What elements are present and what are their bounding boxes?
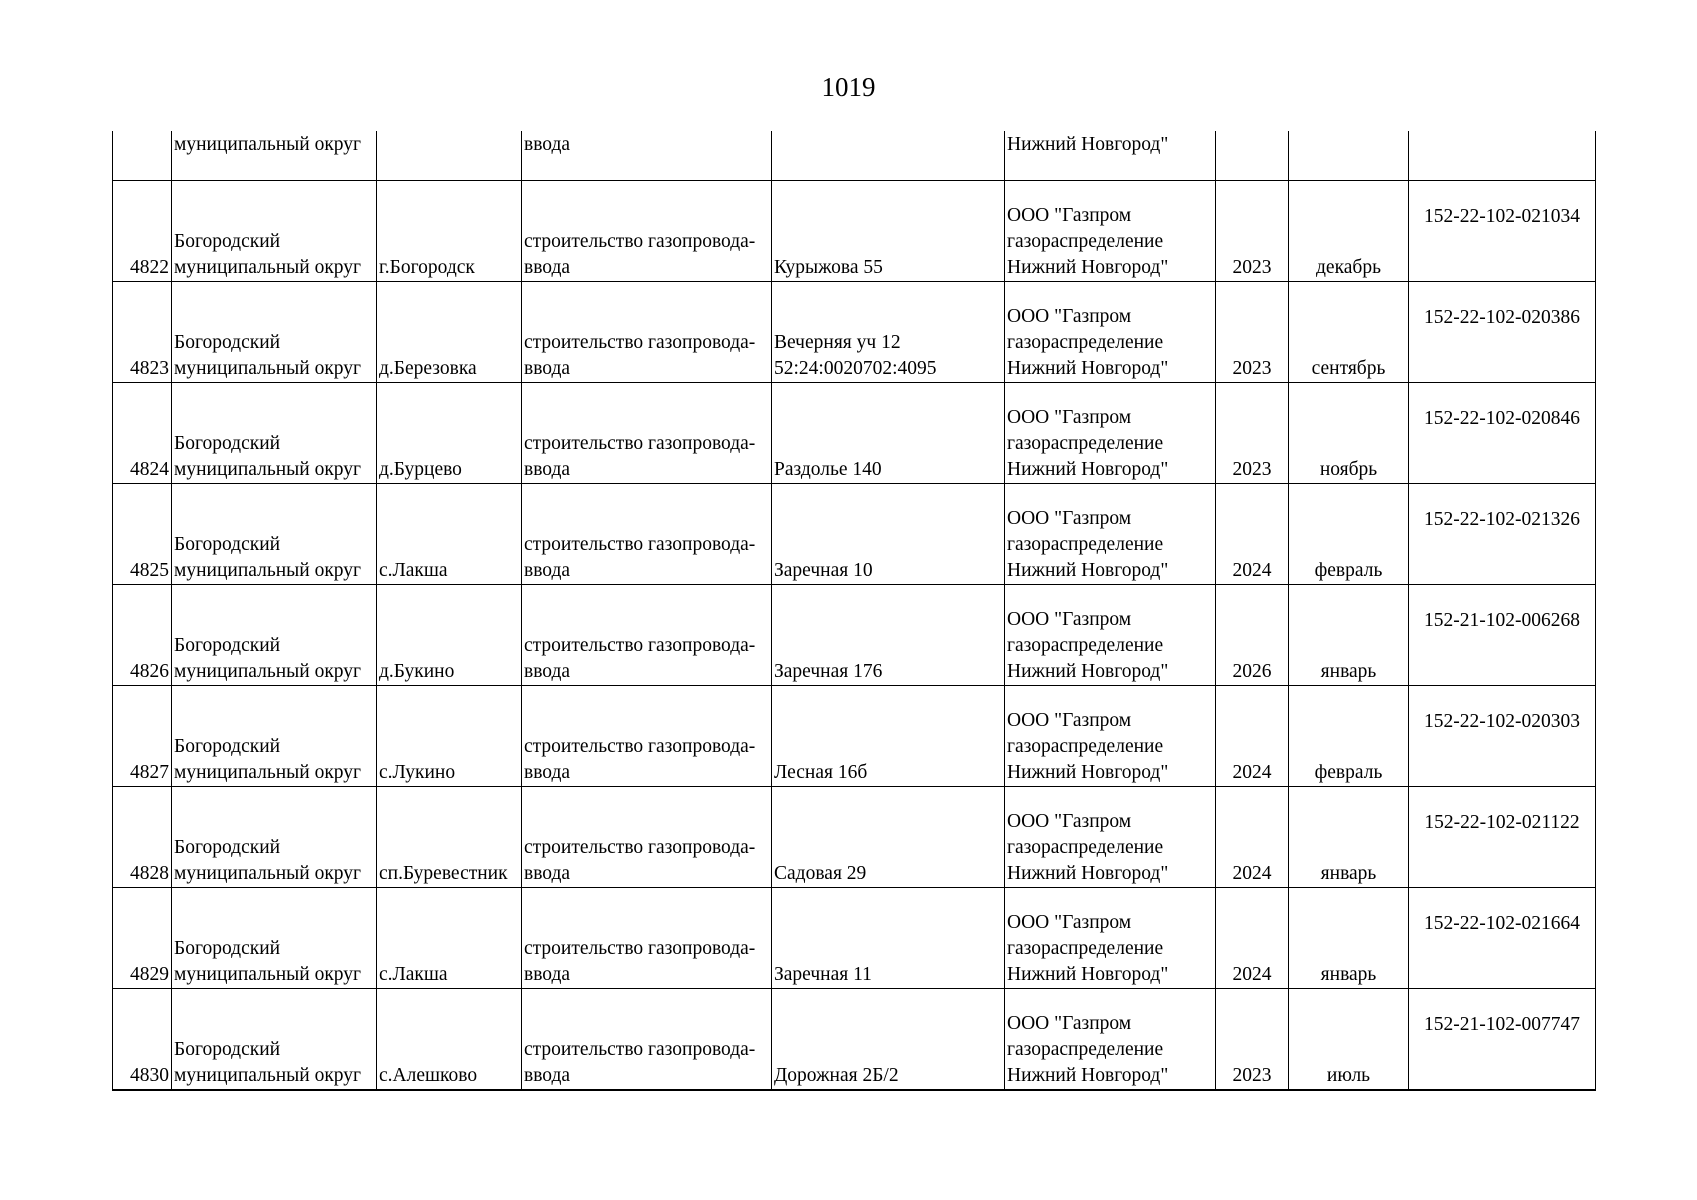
work-line: строительство газопровода- (524, 837, 756, 858)
cell-year: 2023 (1216, 181, 1289, 282)
municipality-line: Богородский (174, 736, 281, 757)
municipality-line: муниципальный округ (174, 661, 362, 682)
operator-line: ООО "Газпром (1007, 306, 1132, 327)
municipality-line: Богородский (174, 231, 281, 252)
cell-work (522, 282, 772, 383)
cell-address (772, 787, 1005, 888)
cell-operator (1005, 282, 1216, 383)
cell-year: 2024 (1216, 686, 1289, 787)
table-row (113, 686, 1596, 787)
cell-locality: с.Алешково (377, 989, 522, 1091)
work-line: ввода (524, 762, 571, 783)
cell-work (522, 383, 772, 484)
operator-line: газораспределение (1007, 1039, 1164, 1060)
cell-work: ввода (522, 131, 772, 181)
cell-year (1216, 131, 1289, 181)
table-row (113, 181, 1596, 282)
cell-work (522, 484, 772, 585)
municipality-line: Богородский (174, 938, 281, 959)
address-line: Дорожная 2Б/2 (774, 1065, 899, 1086)
cell-month: январь (1289, 585, 1409, 686)
cell-num: 4824 (113, 383, 172, 484)
address-line: Заречная 10 (774, 560, 873, 581)
operator-line: ООО "Газпром (1007, 710, 1132, 731)
municipality-line: Богородский (174, 332, 281, 353)
cell-operator (1005, 181, 1216, 282)
gasification-table (112, 131, 1596, 1091)
operator-line: Нижний Новгород" (1007, 257, 1169, 278)
work-line: строительство газопровода- (524, 332, 756, 353)
work-line: ввода (524, 358, 571, 379)
table-row (113, 282, 1596, 383)
cell-municipality (172, 585, 377, 686)
work-line: ввода (524, 459, 571, 480)
cell-municipality: муниципальный округ (172, 131, 377, 181)
operator-line: ООО "Газпром (1007, 205, 1132, 226)
cell-code (1409, 686, 1596, 787)
cell-locality: д.Березовка (377, 282, 522, 383)
cell-num: 4830 (113, 989, 172, 1091)
cell-code (1409, 131, 1596, 181)
work-line: строительство газопровода- (524, 635, 756, 656)
cell-work (522, 686, 772, 787)
table-row (113, 585, 1596, 686)
cell-address (772, 383, 1005, 484)
address-line: Заречная 176 (774, 661, 883, 682)
cell-num (113, 131, 172, 181)
table-row (113, 888, 1596, 989)
operator-line: ООО "Газпром (1007, 508, 1132, 529)
cell-municipality (172, 282, 377, 383)
code-value: 152-22-102-020386 (1424, 307, 1580, 328)
cell-operator (1005, 787, 1216, 888)
operator-line: ООО "Газпром (1007, 912, 1132, 933)
cell-code (1409, 181, 1596, 282)
work-line: ввода (524, 964, 571, 985)
cell-operator (1005, 888, 1216, 989)
municipality-line: муниципальный округ (174, 863, 362, 884)
cell-num: 4828 (113, 787, 172, 888)
municipality-line: муниципальный округ (174, 762, 362, 783)
cell-code (1409, 585, 1596, 686)
cell-municipality (172, 686, 377, 787)
operator-line: ООО "Газпром (1007, 407, 1132, 428)
municipality-line: Богородский (174, 837, 281, 858)
cell-operator (1005, 383, 1216, 484)
cell-address (772, 484, 1005, 585)
work-line: строительство газопровода- (524, 1039, 756, 1060)
cell-year: 2023 (1216, 989, 1289, 1091)
cell-work (522, 888, 772, 989)
cell-work (522, 181, 772, 282)
cell-work (522, 787, 772, 888)
cell-operator: Нижний Новгород" (1005, 131, 1216, 181)
operator-line: Нижний Новгород" (1007, 964, 1169, 985)
operator-line: газораспределение (1007, 837, 1164, 858)
cell-municipality (172, 181, 377, 282)
code-value: 152-22-102-021122 (1424, 812, 1580, 833)
table-row (113, 484, 1596, 585)
code-value: 152-21-102-007747 (1424, 1014, 1580, 1035)
cell-operator (1005, 989, 1216, 1091)
operator-line: Нижний Новгород" (1007, 661, 1169, 682)
cell-municipality (172, 787, 377, 888)
operator-line: газораспределение (1007, 231, 1164, 252)
cell-municipality (172, 484, 377, 585)
cell-work (522, 585, 772, 686)
cell-address (772, 888, 1005, 989)
cell-year: 2024 (1216, 787, 1289, 888)
cell-locality: д.Бурцево (377, 383, 522, 484)
cell-address (772, 181, 1005, 282)
address-line: Курыжова 55 (774, 257, 883, 278)
cell-num: 4829 (113, 888, 172, 989)
operator-line: ООО "Газпром (1007, 609, 1132, 630)
cell-code (1409, 282, 1596, 383)
cell-address (772, 282, 1005, 383)
cell-locality: с.Лукино (377, 686, 522, 787)
cell-month: январь (1289, 787, 1409, 888)
table-row (113, 383, 1596, 484)
code-value: 152-22-102-021664 (1424, 913, 1580, 934)
cell-operator (1005, 484, 1216, 585)
cell-locality: г.Богородск (377, 181, 522, 282)
code-value: 152-22-102-021034 (1424, 206, 1580, 227)
cell-year: 2026 (1216, 585, 1289, 686)
municipality-line: муниципальный округ (174, 1065, 362, 1086)
cell-address (772, 686, 1005, 787)
cell-year: 2023 (1216, 282, 1289, 383)
cell-month (1289, 131, 1409, 181)
cell-locality: д.Букино (377, 585, 522, 686)
municipality-line: Богородский (174, 534, 281, 555)
continuation-row (113, 131, 1596, 181)
cell-code (1409, 383, 1596, 484)
code-value: 152-22-102-021326 (1424, 509, 1580, 530)
operator-line: газораспределение (1007, 736, 1164, 757)
cell-locality: с.Лакша (377, 888, 522, 989)
cell-code (1409, 989, 1596, 1091)
cell-month: февраль (1289, 484, 1409, 585)
operator-line: Нижний Новгород" (1007, 560, 1169, 581)
cell-work (522, 989, 772, 1091)
address-line: Заречная 11 (774, 964, 872, 985)
operator-line: газораспределение (1007, 534, 1164, 555)
cell-month: февраль (1289, 686, 1409, 787)
cell-code (1409, 787, 1596, 888)
cell-num: 4826 (113, 585, 172, 686)
operator-line: Нижний Новгород" (1007, 1065, 1169, 1086)
operator-line: газораспределение (1007, 332, 1164, 353)
work-line: ввода (524, 1065, 571, 1086)
operator-line: газораспределение (1007, 635, 1164, 656)
operator-line: ООО "Газпром (1007, 811, 1132, 832)
work-line: ввода (524, 257, 571, 278)
cell-month: июль (1289, 989, 1409, 1091)
municipality-line: Богородский (174, 1039, 281, 1060)
work-line: строительство газопровода- (524, 433, 756, 454)
cell-year: 2024 (1216, 484, 1289, 585)
cell-code (1409, 484, 1596, 585)
cell-municipality (172, 383, 377, 484)
cell-num: 4823 (113, 282, 172, 383)
cell-operator (1005, 585, 1216, 686)
code-value: 152-22-102-020846 (1424, 408, 1580, 429)
municipality-line: Богородский (174, 635, 281, 656)
municipality-line: муниципальный округ (174, 358, 362, 379)
cell-locality: сп.Буревестник (377, 787, 522, 888)
cell-num: 4825 (113, 484, 172, 585)
code-value: 152-22-102-020303 (1424, 711, 1580, 732)
municipality-line: муниципальный округ (174, 257, 362, 278)
cell-operator (1005, 686, 1216, 787)
cell-month: сентябрь (1289, 282, 1409, 383)
address-line: 52:24:0020702:4095 (774, 358, 937, 379)
work-line: ввода (524, 661, 571, 682)
address-line: Раздолье 140 (774, 459, 882, 480)
work-line: строительство газопровода- (524, 231, 756, 252)
municipality-line: муниципальный округ (174, 560, 362, 581)
operator-line: Нижний Новгород" (1007, 863, 1169, 884)
operator-line: Нижний Новгород" (1007, 762, 1169, 783)
operator-line: Нижний Новгород" (1007, 459, 1169, 480)
work-line: ввода (524, 560, 571, 581)
cell-municipality (172, 989, 377, 1091)
address-line: Вечерняя уч 12 (774, 332, 901, 353)
work-line: строительство газопровода- (524, 736, 756, 757)
operator-line: газораспределение (1007, 433, 1164, 454)
cell-year: 2024 (1216, 888, 1289, 989)
table-row (113, 989, 1596, 1091)
code-value: 152-21-102-006268 (1424, 610, 1580, 631)
work-line: строительство газопровода- (524, 938, 756, 959)
cell-address (772, 585, 1005, 686)
municipality-line: муниципальный округ (174, 459, 362, 480)
cell-month: декабрь (1289, 181, 1409, 282)
cell-year: 2023 (1216, 383, 1289, 484)
cell-locality: с.Лакша (377, 484, 522, 585)
cell-num: 4822 (113, 181, 172, 282)
operator-line: ООО "Газпром (1007, 1013, 1132, 1034)
municipality-line: муниципальный округ (174, 964, 362, 985)
table-row (113, 787, 1596, 888)
cell-address (772, 131, 1005, 181)
operator-line: Нижний Новгород" (1007, 358, 1169, 379)
work-line: ввода (524, 863, 571, 884)
cell-municipality (172, 888, 377, 989)
cell-locality (377, 131, 522, 181)
work-line: строительство газопровода- (524, 534, 756, 555)
address-line: Лесная 16б (774, 762, 868, 783)
cell-address (772, 989, 1005, 1091)
cell-month: ноябрь (1289, 383, 1409, 484)
municipality-line: Богородский (174, 433, 281, 454)
cell-code (1409, 888, 1596, 989)
page-number: 1019 (821, 72, 876, 102)
cell-month: январь (1289, 888, 1409, 989)
address-line: Садовая 29 (774, 863, 867, 884)
operator-line: газораспределение (1007, 938, 1164, 959)
cell-num: 4827 (113, 686, 172, 787)
